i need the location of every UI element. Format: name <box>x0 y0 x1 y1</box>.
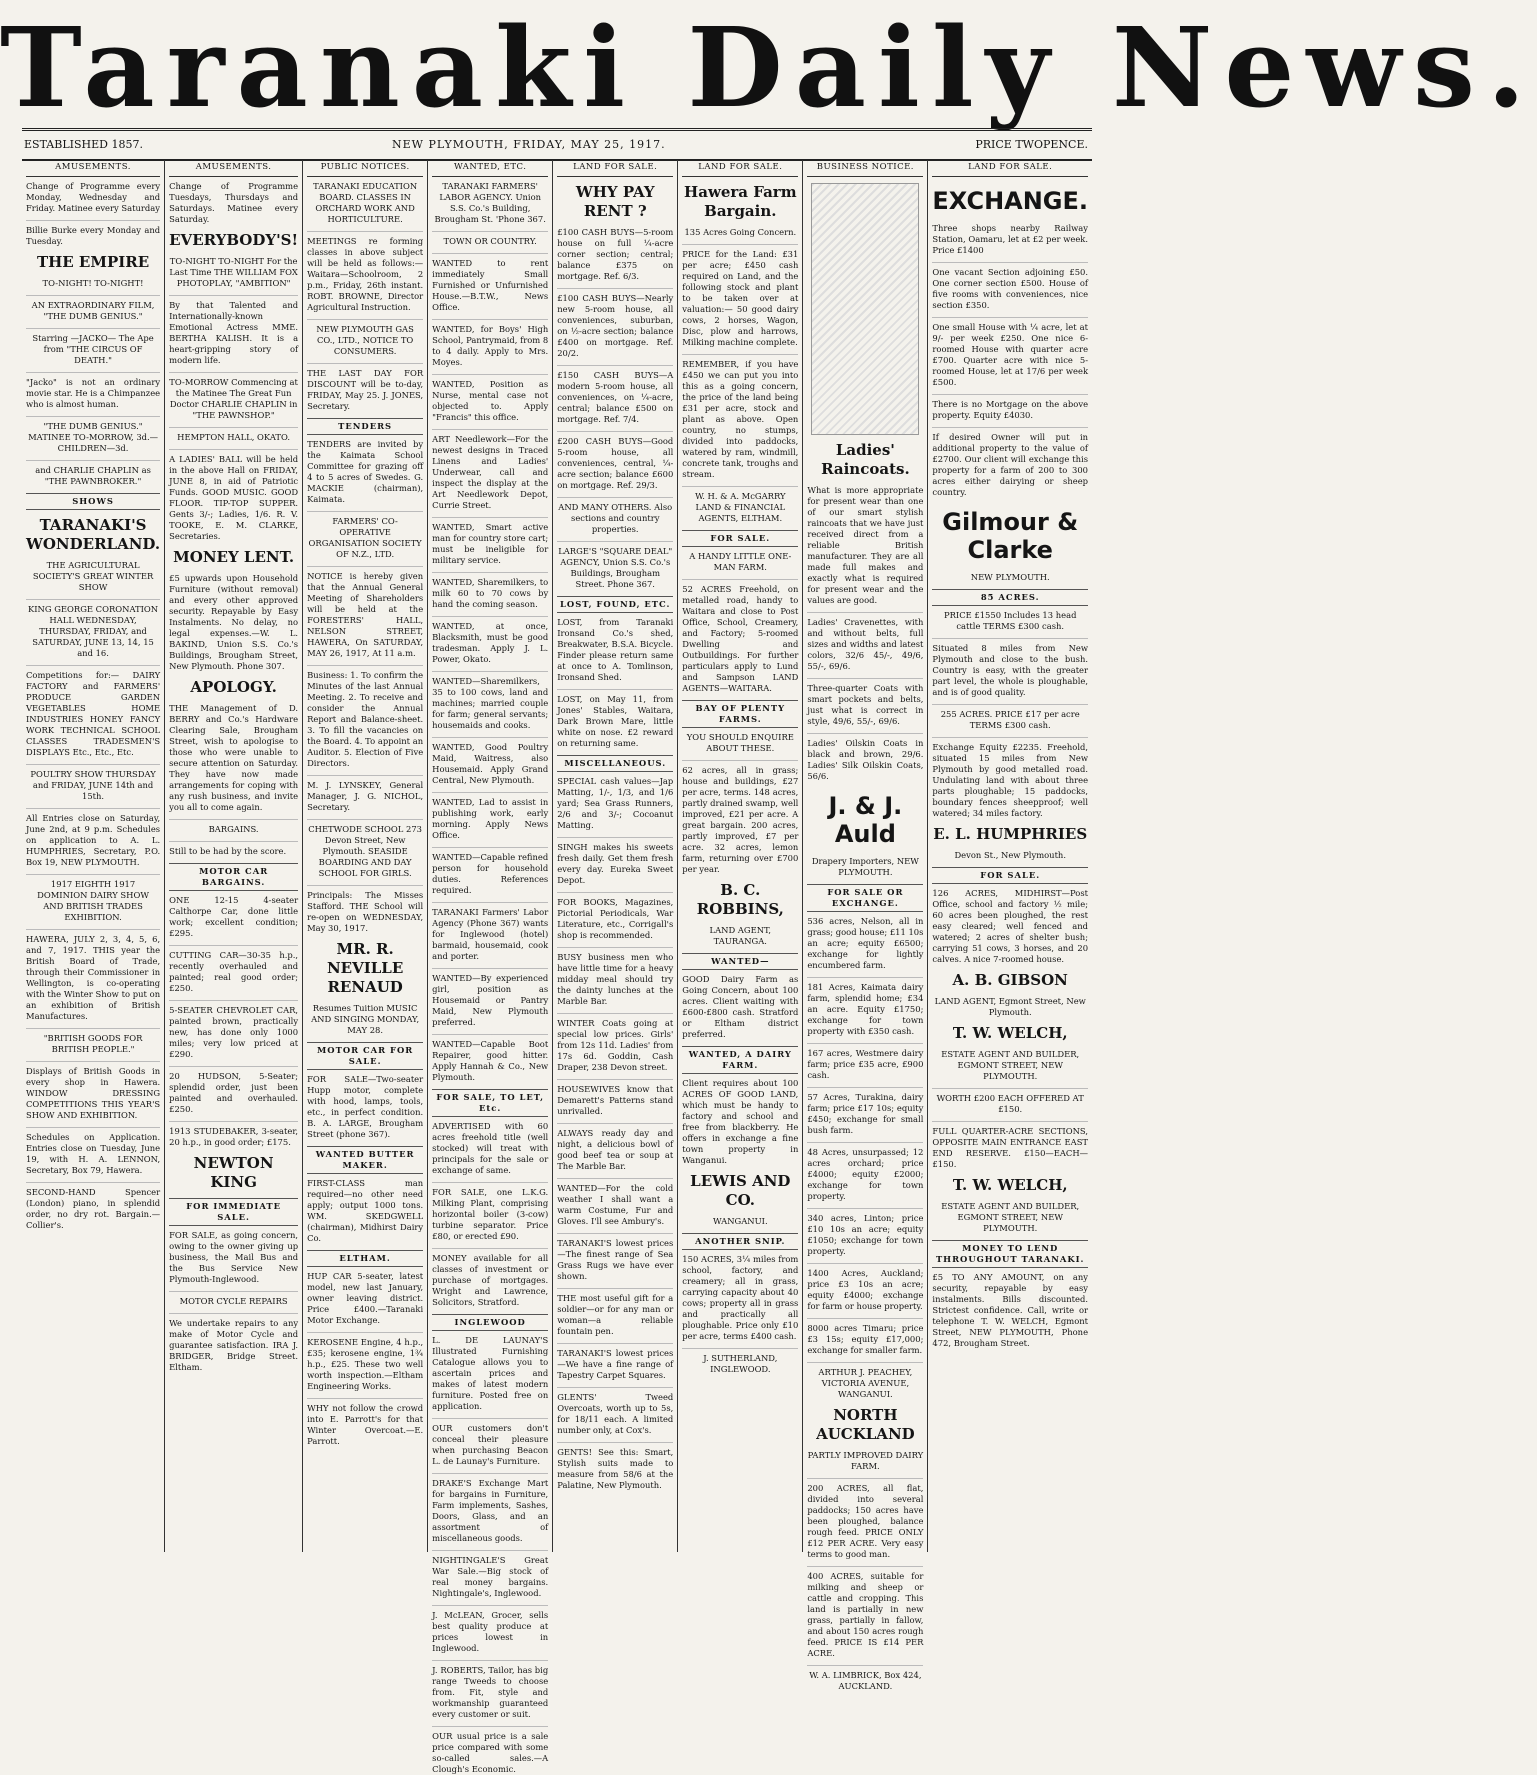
section-title: MISCELLANEOUS. <box>557 755 673 772</box>
advertisement-text: 20 HUDSON, 5-Seater; splendid order, just been painted and overhauled. £250. <box>169 1066 298 1115</box>
display-heading: Ladies' Raincoats. <box>821 441 910 478</box>
advertisement-text: WANTED, Good Poultry Maid, Waitress, also Housemaid. Apply Grand Central, New Plymouth. <box>432 737 548 786</box>
advertisement-text: PRICE for the Land: £31 per acre; £450 cash required on Land, and the following stock and plant to be taken over at valuation:— 50 good dairy cows, 2 horses, Wagon, Disc, plow and harrows, Milking machine complete. <box>682 244 798 348</box>
advertisement-heading: Devon St., New Plymouth. <box>954 850 1066 860</box>
advertisement-text: FOR SALE, as going concern, owing to the owner giving up business, the Mail Bus and the Bus Service New Plymouth-Inglewood. <box>169 1230 299 1284</box>
advertisement-text: J. ROBERTS, Tailor, has big range Tweeds to choose from. Fit, style and workmanship guaranteed every customer or suit. <box>432 1660 548 1720</box>
column-heading: LAND FOR SALE. <box>932 162 1088 177</box>
advertisement-text: J. McLEAN, Grocer, sells best quality produce at prices lowest in Inglewood. <box>432 1605 548 1654</box>
advertisement-text: HAWERA, JULY 2, 3, 4, 5, 6, and 7, 1917. THIS year the British Board of Trade, through their Commissioner in Wellington, is co-operating with the Winter Show to put on an exhibition of British Manufactures. <box>26 929 160 1022</box>
advertisement-text: 340 acres, Linton; price £10 10s an acre; equity £1050; exchange for town property. <box>807 1208 923 1257</box>
advertisement-text: REMEMBER, if you have £450 we can put you into this as a going concern, the price of the land being £31 per acre, stock and plant as above. Open country, no stumps, divided into paddocks, watered by ram, windmill, concrete tank, troughs and stream. <box>682 354 798 480</box>
column-heading: LAND FOR SALE. <box>682 162 798 177</box>
section-title: INGLEWOOD <box>432 1314 548 1331</box>
advertisement-text: ALWAYS ready day and night, a delicious bowl of good beef tea or soup at The Marble Bar. <box>557 1123 673 1172</box>
advertisement-heading: A HANDY LITTLE ONE-MAN FARM. <box>689 551 792 572</box>
advertisement-text: 167 acres, Westmere dairy farm; price £35 acre, £900 cash. <box>807 1043 923 1081</box>
advertisement-text: £100 CASH BUYS—Nearly new 5-room house, all conveniences, suburban, on ½-acre section; balance £400 on mortgage. Ref. 20/2. <box>557 288 673 359</box>
display-heading: MR. R. NEVILLE RENAUD <box>326 940 404 996</box>
advertisement-text: £200 CASH BUYS—Good 5-room house, all conveniences, central, ¼-acre section; balance £600 on mortgage. Ref. 29/3. <box>557 431 673 491</box>
advertisement-text: FULL QUARTER-ACRE SECTIONS, OPPOSITE MAIN ENTRANCE EAST END RESERVE. £150—EACH—£150. <box>932 1121 1088 1170</box>
advertisement-text: Three-quarter Coats with smart pockets and belts, just what is correct in style, 49/6, 55/-, 69/6. <box>807 678 923 727</box>
advertisement-text: WANTED, Smart active man for country store cart; must be ineligible for military service. <box>432 517 548 566</box>
advertisement-text: £100 CASH BUYS—5-room house on full ¼-acre corner section; central; balance £375 on mortgage. Ref. 6/3. <box>557 227 674 281</box>
advertisement-text: 8000 acres Timaru; price £3 15s; equity £17,000; exchange for smaller farm. <box>807 1318 923 1356</box>
display-banner: EXCHANGE. <box>932 187 1089 215</box>
advertisement-text: £5 TO ANY AMOUNT, on any security, repayable by easy instalments. Bills discounted. Strictest confidence. Call, write or telephone T. W. WELCH, Egmont Street, NEW PLYMOUTH, Phone 472, Brougham Street. <box>932 1272 1089 1348</box>
section-title: 85 ACRES. <box>932 589 1088 606</box>
advertisement-text: FOR SALE—Two-seater Hupp motor, complete with hood, lamps, tools, etc., in perfect condition. B. A. LARGE, Brougham Street (phone 367). <box>307 1074 424 1139</box>
advertisement-heading: CHETWODE SCHOOL 273 Devon Street, New Plymouth. SEASIDE BOARDING AND DAY SCHOOL FOR GIRLS. <box>307 819 423 879</box>
advertisement-text: GLENTS' Tweed Overcoats, worth up to 5s, for 18/11 each. A limited number only, at Cox's. <box>557 1387 673 1436</box>
advertisement-heading: J. SUTHERLAND, INGLEWOOD. <box>682 1348 798 1375</box>
advertisement-heading: ARTHUR J. PEACHEY, VICTORIA AVENUE, WANGANUI. <box>807 1362 923 1400</box>
advertisement-text: THE Management of D. BERRY and Co.'s Hardware Clearing Sale, Brougham Street, wish to apologise to those who were unable to secure attention on Saturday. They have now made arrangements for coping with any rush business, and invite you all to come again. <box>169 703 299 812</box>
display-heading: E. L. HUMPHRIES <box>933 825 1088 843</box>
advertisement-text: 200 ACRES, all flat, divided into several paddocks; 150 acres have been ploughed, balance rough feed. PRICE ONLY £12 PER ACRE. Very easy terms to good man. <box>807 1478 923 1560</box>
section-title: MOTOR CAR FOR SALE. <box>307 1042 423 1070</box>
advertisement-text: Billie Burke every Monday and Tuesday. <box>26 220 160 247</box>
advertisement-heading: TARANAKI EDUCATION BOARD. CLASSES IN ORCHARD WORK AND HORTICULTURE. <box>313 181 418 224</box>
advertisement-text: WHY not follow the crowd into E. Parrott's for that Winter Overcoat.—E. Parrott. <box>307 1398 423 1447</box>
advertisement-text: THE LAST DAY FOR DISCOUNT will be to-day, FRIDAY, May 25. J. JONES, Secretary. <box>307 363 423 412</box>
advertisement-text: There is no Mortgage on the above property. Equity £4030. <box>932 394 1088 421</box>
advertisement-heading: W. A. LIMBRICK, Box 424, AUCKLAND. <box>807 1665 923 1692</box>
advertisement-text: HUP CAR 5-seater, latest model, new last January, owner leaving district. Price £400.—Taranaki Motor Exchange. <box>307 1271 424 1325</box>
section-title: ANOTHER SNIP. <box>682 1233 798 1250</box>
advertisement-text: ADVERTISED with 60 acres freehold title (well stocked) will treat with principals for the sale or exchange of same. <box>432 1121 549 1175</box>
advertisement-text: Principals: The Misses Stafford. THE School will re-open on WEDNESDAY, May 30, 1917. <box>307 885 423 934</box>
section-title: FOR SALE. <box>932 867 1088 884</box>
established-line: ESTABLISHED 1857. <box>24 138 143 151</box>
advertisement-text: NIGHTINGALE'S Great War Sale.—Big stock of real money bargains. Nightingale's, Inglewood. <box>432 1550 548 1599</box>
advertisement-text: 1400 Acres, Auckland; price £3 10s an acre; equity £4000; exchange for farm or house property. <box>807 1263 923 1312</box>
advertisement-text: 57 Acres, Turakina, dairy farm; price £17 10s; equity £450; exchange for small bush farm. <box>807 1087 923 1136</box>
section-title: SHOWS <box>26 493 160 510</box>
advertisement-heading: THE AGRICULTURAL SOCIETY'S GREAT WINTER SHOW <box>32 560 154 592</box>
column-heading: WANTED, ETC. <box>432 162 548 177</box>
advertisement-text: WINTER Coats going at special low prices. Girls' from 12s 11d. Ladies' from 17s 6d. Goddin, Cash Draper, 238 Devon street. <box>557 1013 673 1073</box>
column-heading: PUBLIC NOTICES. <box>307 162 423 177</box>
advertisement-heading: LAND AGENT, TAURANGA. <box>709 925 772 946</box>
advertisement-heading: TOWN OR COUNTRY. <box>432 231 548 247</box>
advertisement-text: Schedules on Application. Entries close on Tuesday, June 19, with H. A. LENNON, Secretary, Box 79, Hawera. <box>26 1127 160 1176</box>
advertisement-text: NOTICE is hereby given that the Annual General Meeting of Shareholders will be held at the FORESTERS' HALL, NELSON STREET, HAWERA, On SATURDAY, MAY 26, 1917, At 11 a.m. <box>307 566 423 659</box>
advertisement-text: One small House with ¼ acre, let at 9/- per week £250. One nice 6-roomed House with quarter acre £700. Quarter acre with nice 5-roomed House, let at 17/6 per week £500. <box>932 317 1088 388</box>
column <box>22 160 165 1552</box>
advertisement-heading: MOTOR CYCLE REPAIRS <box>169 1291 298 1307</box>
advertisement-heading: AN EXTRAORDINARY FILM, "THE DUMB GENIUS." <box>26 295 160 322</box>
column-heading: AMUSEMENTS. <box>26 162 160 177</box>
column <box>803 160 928 1691</box>
advertisement-text: WANTED—For the cold weather I shall want a warm Costume, Fur and Gloves. I'll see Ambury's. <box>557 1178 673 1227</box>
advertisement-text: SECOND-HAND Spencer (London) piano, in splendid order, no dry rot. Bargain.—Collier's. <box>26 1182 160 1231</box>
column-heading: BUSINESS NOTICE. <box>807 162 923 177</box>
advertisement-heading: TARANAKI FARMERS' LABOR AGENCY. Union S.S. Co.'s Building, Brougham St. 'Phone 367. <box>434 181 546 224</box>
advertisement-text: TENDERS are invited by the Kaimata School Committee for grazing off 4 to 5 acres of Swedes. G. MACKIE (chairman), Kaimata. <box>307 439 424 504</box>
advertisement-text: FIRST-CLASS man required—no other need apply; output 1000 tons. WM. SKEDGWELL (chairman), Midhirst Dairy Co. <box>307 1178 424 1243</box>
advertisement-heading: and CHARLIE CHAPLIN as "THE PAWNBROKER." <box>26 460 160 487</box>
section-title: ELTHAM. <box>307 1250 423 1267</box>
section-title: FOR IMMEDIATE SALE. <box>169 1198 298 1226</box>
advertisement-text: 48 Acres, unsurpassed; 12 acres orchard; price £4000; equity £2000; exchange for town property. <box>807 1142 923 1202</box>
advertisement-text: GOOD Dairy Farm as Going Concern, about 100 acres. Client waiting with £600-£800 cash. Stratford or Eltham district preferred. <box>682 974 799 1039</box>
advertisement-text: SINGH makes his sweets fresh daily. Get them fresh every day. Eureka Sweet Depot. <box>557 837 673 886</box>
advertisement-heading: TO-NIGHT! TO-NIGHT! <box>42 278 144 288</box>
display-heading: T. W. WELCH, <box>952 1176 1068 1194</box>
advertisement-text: WANTED—Capable Boot Repairer, good hitter. Apply Hannah & Co., New Plymouth. <box>432 1034 548 1083</box>
advertisement-text: THE most useful gift for a soldier—or for any man or woman—a reliable fountain pen. <box>557 1288 673 1337</box>
advertisement-text: 126 ACRES, MIDHIRST—Post Office, school and factory ½ mile; 60 acres been ploughed, the rest easy cleared; well fenced and watered; 2 acres of shelter bush; carrying 51 cows, 3 horses, and 20 calves. A nice 7-roomed house. <box>932 888 1089 964</box>
advertisement-text: Change of Programme Tuesdays, Thursdays and Saturdays. Matinee every Saturday. <box>169 181 299 224</box>
advertisement-heading: BARGAINS. <box>169 819 298 835</box>
section-title: FOR SALE OR EXCHANGE. <box>807 884 923 912</box>
advertisement-text: 62 acres, all in grass; house and buildings, £27 per acre, terms. 148 acres, partly drained swamp, well improved, £21 per acre. A great bargain. 200 acres, partly improved, £7 per acre. 32 acres, lemon farm, returning over £700 per year. <box>682 760 798 875</box>
advertisement-text: WANTED, for Boys' High School, Pantrymaid, from 8 to 4 daily. Apply to Mrs. Moyes. <box>432 319 548 368</box>
display-heading: WHY PAY RENT ? <box>575 183 655 220</box>
advertisement-text: Still to be had by the score. <box>169 841 298 857</box>
display-heading: LEWIS AND CO. <box>690 1172 791 1209</box>
advertisement-text: WANTED—Capable refined person for household duties. References required. <box>432 847 548 896</box>
section-title: WANTED— <box>682 953 798 970</box>
advertisement-text: MONEY available for all classes of investment or purchase of mortgages. Wright and Lawrence, Solicitors, Stratford. <box>432 1248 548 1308</box>
advertisement-text: SPECIAL cash values—Jap Matting, 1/-, 1/3, and 1/6 yard; Sea Grass Runners, 2/6 and 3/-; Cocoanut Matting. <box>557 776 674 830</box>
advertisement-text: 52 ACRES Freehold, on metalled road, handy to Waitara and close to Post Office, School, Creamery, and Factory; 5-roomed Dwelling and Outbuildings. For further particulars apply to Lund and Sampson LAND AGENTS—WAITARA. <box>682 579 798 694</box>
advertisement-heading: ESTATE AGENT AND BUILDER, EGMONT STREET, NEW PLYMOUTH. <box>941 1049 1080 1081</box>
advertisement-heading: PRICE £1550 Includes 13 head cattle TERMS £300 cash. <box>943 610 1077 631</box>
advertisement-text: Client requires about 100 ACRES OF GOOD LAND, which must be handy to factory and school and free from blackberry. He offers in exchange a fine town property in Wanganui. <box>682 1078 799 1165</box>
advertisement-text: WANTED to rent immediately Small Furnished or Unfurnished House.—B.T.W., News Office. <box>432 253 548 313</box>
advertisement-text: TARANAKI'S lowest prices—The finest range of Sea Grass Rugs we have ever shown. <box>557 1233 673 1282</box>
section-title: MOTOR CAR BARGAINS. <box>169 863 298 891</box>
advertisement-text: BUSY business men who have little time for a heavy midday meal should try the dainty lunches at the Marble Bar. <box>557 947 673 1007</box>
advertisement-text: Ladies' Oilskin Coats in black and brown, 29/6. Ladies' Silk Oilskin Coats, 56/6. <box>807 733 923 782</box>
display-heading: TARANAKI'S WONDERLAND. <box>26 516 161 553</box>
advertisement-text: OUR customers don't conceal their pleasure when purchasing Beacon L. de Launay's Furniture. <box>432 1418 548 1467</box>
advertisement-heading: AND MANY OTHERS. Also sections and country properties. <box>557 497 673 535</box>
advertisement-text: 536 acres, Nelson, all in grass; good house; £11 10s an acre; equity £6500; exchange for lightly encumbered farm. <box>807 916 924 970</box>
advertisement-text: All Entries close on Saturday, June 2nd, at 9 p.m. Schedules on application to A. L. HUMPHRIES, Secretary, P.O. Box 19, NEW PLYMOUTH. <box>26 808 160 868</box>
advertisement-text: Change of Programme every Monday, Wednesday and Friday. Matinee every Saturday <box>26 181 161 213</box>
advertisement-text: Business: 1. To confirm the Minutes of the last Annual Meeting. 2. To receive and consider the Annual Report and Balance-sheet. 3. To fill the vacancies on the Board. 4. To appoint an Auditor. 5. Election of Five Directors. <box>307 665 423 769</box>
advertisement-text: £5 upwards upon Household Furniture (without removal) and every other approved security. Repayable by Easy Instalments. No delay, no legal expenses.—W. L. BAKIND, Union S.S. Co.'s Buildings, Brougham Street, New Plymouth. Phone 307. <box>169 573 299 671</box>
advertisement-heading: WANGANUI. <box>712 1216 768 1226</box>
advertisement-heading: "THE DUMB GENIUS." MATINEE TO-MORROW, 3d.—CHILDREN—3d. <box>26 416 160 454</box>
advertisement-text: We undertake repairs to any make of Motor Cycle and guarantee satisfaction. IRA J. BRIDGER, Bridge Street. Eltham. <box>169 1313 298 1373</box>
advertisement-text: Ladies' Cravenettes, with and without belts, full sizes and widths and latest colors, 32/6 45/-, 49/6, 55/-, 69/6. <box>807 612 923 672</box>
advertisement-text: TARANAKI Farmers' Labor Agency (Phone 367) wants for Inglewood (hotel) barmaid, housemaid, cook and porter. <box>432 902 548 962</box>
advertisement-text: What is more appropriate for present wear than one of our smart stylish raincoats that we have just received direct from a reliable British manufacturer. They are all made full makes and exactly what is required for present wear and the values are good. <box>807 485 924 605</box>
section-title: LOST, FOUND, ETC. <box>557 596 673 613</box>
display-heading: B. C. ROBBINS, <box>696 881 784 918</box>
advertisement-heading: YOU SHOULD ENQUIRE ABOUT THESE. <box>686 732 794 753</box>
column <box>428 160 553 1774</box>
advertisement-heading: LAND AGENT, Egmont Street, New Plymouth. <box>934 996 1086 1017</box>
advertisement-text: TARANAKI'S lowest prices—We have a fine range of Tapestry Carpet Squares. <box>557 1343 673 1381</box>
advertisement-text: Competitions for:— DAIRY FACTORY and FARMERS' PRODUCE GARDEN VEGETABLES HOME INDUSTRIES HONEY FANCY WORK TECHNICAL SCHOOL CLASSES TRADESMEN'S DISPLAYS Etc., Etc., Etc. <box>26 665 160 758</box>
advertisement-heading: 135 Acres Going Concern. <box>684 227 797 237</box>
advertisement-text: WANTED—By experienced girl, position as Housemaid or Pantry Maid, New Plymouth preferred. <box>432 968 548 1028</box>
advertisement-text: MEETINGS re forming classes in above subject will be held as follows:—Waitara—Schoolroom, 2 p.m., Friday, 26th instant. ROBT. BROWNE, Director Agricultural Instruction. <box>307 231 423 313</box>
advertisement-text: If desired Owner will put in additional property to the value of £2700. Our client will exchange this property for a farm of 200 to 300 acres either dairying or sheep country. <box>932 427 1088 498</box>
advertisement-heading: "BRITISH GOODS FOR BRITISH PEOPLE." <box>26 1028 160 1055</box>
display-heading: THE EMPIRE <box>36 253 150 271</box>
column <box>553 160 678 1552</box>
advertisement-text: WANTED, Lad to assist in publishing work, early morning. Apply News Office. <box>432 792 548 841</box>
display-heading: T. W. WELCH, <box>952 1024 1068 1042</box>
advertisement-text: LOST, on May 11, from Jones' Stables, Waitara, Dark Brown Mare, little white on nose. £2 reward on returning same. <box>557 689 673 749</box>
info-bar <box>22 128 1092 161</box>
column <box>678 160 803 1552</box>
display-banner: J. & J. Auld <box>828 792 903 848</box>
advertisement-heading: 255 ACRES. PRICE £17 per acre TERMS £300 cash. <box>932 704 1088 731</box>
advertisement-text: ART Needlework—For the newest designs in Traced Linens and Ladies' Underwear, call and inspect the display at the Art Needlework Depot, Currie Street. <box>432 429 548 511</box>
advertisement-heading: ESTATE AGENT AND BUILDER, EGMONT STREET, NEW PLYMOUTH. <box>941 1201 1080 1233</box>
advertisement-text: 181 Acres, Kaimata dairy farm, splendid home; £34 an acre. Equity £1750; exchange for town property with £350 cash. <box>807 977 923 1037</box>
display-heading: A. B. GIBSON <box>952 971 1068 989</box>
advertisement-text: L. DE LAUNAY'S Illustrated Furnishing Catalogue allows you to ascertain prices and makes of latest modern furniture. Posted free on application. <box>432 1335 549 1411</box>
advertisement-heading: KING GEORGE CORONATION HALL WEDNESDAY, THURSDAY, FRIDAY, and SATURDAY, JUNE 13, 14, 15 and 16. <box>26 599 160 659</box>
advertisement-text: DRAKE'S Exchange Mart for bargains in Furniture, Farm implements, Sashes, Doors, Glass, and an assortment of miscellaneous goods. <box>432 1473 548 1544</box>
advertisement-heading: W. H. & A. McGARRY LAND & FINANCIAL AGENTS, ELTHAM. <box>682 486 798 524</box>
advertisement-text: HOUSEWIVES know that Demarett's Patterns stand unrivalled. <box>557 1079 673 1117</box>
advertisement-text: 1913 STUDEBAKER, 3-seater, 20 h.p., in good order; £175. <box>169 1121 298 1148</box>
advertisement-text: M. J. LYNSKEY, General Manager, J. G. NICHOL, Secretary. <box>307 775 423 813</box>
advertisement-text: A LADIES' BALL will be held in the above Hall on FRIDAY, JUNE 8, in aid of Patriotic Funds. GOOD MUSIC. GOOD FLOOR. TIP-TOP SUPPER. Gents 3/-; Ladies, 1/6. R. V. TOOKE, E. M. CLARKE, Secretaries. <box>169 449 298 542</box>
advertisement-text: WANTED, at once, Blacksmith, must be good tradesman. Apply J. L. Power, Okato. <box>432 616 548 665</box>
dateline: NEW PLYMOUTH, FRIDAY, MAY 25, 1917. <box>392 138 666 151</box>
advertisement-heading: Resumes Tuition MUSIC AND SINGING MONDAY, MAY 28. <box>311 1003 420 1035</box>
display-heading: MONEY LENT. <box>173 548 295 566</box>
advertisement-heading: WORTH £200 EACH OFFERED AT £150. <box>932 1088 1088 1115</box>
advertisement-heading: 1917 EIGHTH 1917 DOMINION DAIRY SHOW AND BRITISH TRADES EXHIBITION. <box>26 874 160 923</box>
advertisement-text: 5-SEATER CHEVROLET CAR, painted brown, practically new, has done only 1000 miles; very low priced at £290. <box>169 1000 298 1060</box>
display-heading: APOLOGY. <box>190 678 277 696</box>
price-line: PRICE TWOPENCE. <box>975 138 1088 151</box>
advertisement-heading: FARMERS' CO-OPERATIVE ORGANISATION SOCIETY OF N.Z., LTD. <box>307 511 423 560</box>
advertisement-text: KEROSENE Engine, 4 h.p., £35; kerosene engine, 1¾ h.p., £25. These two well worth inspection.—Eltham Engineering Works. <box>307 1332 423 1392</box>
advertisement-text: 400 ACRES, suitable for milking and sheep or cattle and cropping. This land is partially in new grass, partially in fallow, and about 150 acres rough feed. PRICE IS £14 PER ACRE. <box>807 1566 923 1659</box>
columns-area <box>22 160 1092 1774</box>
advertisement-heading: HEMPTON HALL, OKATO. <box>169 427 298 443</box>
section-title: WANTED, A DAIRY FARM. <box>682 1046 798 1074</box>
column <box>303 160 428 1552</box>
advertisement-text: WANTED, Position as Nurse, mental case not objected to. Apply "Francis" this office. <box>432 374 548 423</box>
advertisement-heading: Drapery Importers, NEW PLYMOUTH. <box>811 856 919 877</box>
column <box>165 160 303 1552</box>
advertisement-heading: TO-NIGHT TO-NIGHT For the Last Time THE WILLIAM FOX PHOTOPLAY, "AMBITION" <box>169 256 298 288</box>
advertisement-heading: PARTLY IMPROVED DAIRY FARM. <box>807 1450 924 1471</box>
section-title: WANTED BUTTER MAKER. <box>307 1146 423 1174</box>
display-heading: Hawera Farm Bargain. <box>684 183 797 220</box>
column-heading: LAND FOR SALE. <box>557 162 673 177</box>
advertisement-heading: NEW PLYMOUTH GAS CO., LTD., NOTICE TO CONSUMERS. <box>307 319 423 357</box>
advertisement-text: OUR usual price is a sale price compared with some so-called sales.—A Clough's Economic. <box>432 1726 548 1775</box>
section-title: MONEY TO LEND THROUGHOUT TARANAKI. <box>932 1240 1088 1268</box>
advertisement-heading: Starring —JACKO— The Ape from "THE CIRCUS OF DEATH." <box>26 328 160 366</box>
column-heading: AMUSEMENTS. <box>169 162 298 177</box>
advertisement-text: Three shops nearby Railway Station, Oamaru, let at £2 per week. Price £1400 <box>932 223 1089 255</box>
column <box>928 160 1092 1552</box>
display-heading: EVERYBODY'S! <box>169 231 299 249</box>
advertisement-heading: TO-MORROW Commencing at the Matinee The Great Fun Doctor CHARLIE CHAPLIN in "THE PAWNSHOP." <box>169 372 298 421</box>
advertisement-text: "Jacko" is not an ordinary movie star. He is a Chimpanzee who is almost human. <box>26 372 160 410</box>
section-title: TENDERS <box>307 418 423 435</box>
advertisement-text: GENTS! See this: Smart, Stylish suits made to measure from 58/6 at the Palatine, New Plymouth. <box>557 1442 673 1491</box>
advertisement-text: By that Talented and Internationally-known Emotional Actress MME. BERTHA KALISH. It is a heart-gripping story of modern life. <box>169 295 298 366</box>
section-title: FOR SALE, TO LET, Etc. <box>432 1089 548 1117</box>
display-heading: NEWTON KING <box>193 1154 274 1191</box>
advertisement-text: FOR SALE, one L.K.G. Milking Plant, comprising horizontal boiler (3-cow) turbine separator. Price £80, or erected £90. <box>432 1182 548 1242</box>
advertisement-text: LOST, from Taranaki Ironsand Co.'s shed, Breakwater, B.S.A. Bicycle. Finder please return same at once to A. Tomlinson, Ironsand Shed. <box>557 617 674 682</box>
advertisement-text: FOR BOOKS, Magazines, Pictorial Periodicals, War Literature, etc., Corrigall's shop is recommended. <box>557 892 673 941</box>
display-heading: NORTH AUCKLAND <box>816 1406 915 1443</box>
section-title: FOR SALE. <box>682 530 798 547</box>
raincoat-illustration <box>811 183 919 435</box>
newspaper-title: Taranaki Daily News. <box>0 3 1537 132</box>
advertisement-text: Displays of British Goods in every shop in Hawera. WINDOW DRESSING COMPETITIONS THIS YEAR'S SHOW AND EXHIBITION. <box>26 1061 160 1121</box>
advertisement-heading: NEW PLYMOUTH. <box>970 572 1050 582</box>
advertisement-text: CUTTING CAR—30-35 h.p., recently overhauled and painted; real good order; £250. <box>169 945 298 994</box>
advertisement-text: One vacant Section adjoining £50. One corner section £500. House of five rooms with conveniences, nice section £350. <box>932 262 1088 311</box>
advertisement-heading: POULTRY SHOW THURSDAY and FRIDAY, JUNE 14th and 15th. <box>26 764 160 802</box>
advertisement-text: WANTED, Sharemilkers, to milk 60 to 70 cows by hand the coming season. <box>432 572 548 610</box>
section-title: BAY OF PLENTY FARMS. <box>682 700 798 728</box>
advertisement-heading: LARGE'S "SQUARE DEAL" AGENCY, Union S.S. Co.'s Buildings, Brougham Street. Phone 367. <box>557 541 673 590</box>
masthead <box>0 0 1537 140</box>
advertisement-text: £150 CASH BUYS—A modern 5-room house, all conveniences, on ¼-acre, central; balance £500 on mortgage. Ref. 7/4. <box>557 365 673 425</box>
advertisement-text: Exchange Equity £2235. Freehold, situated 15 miles from New Plymouth by good metalled road. Undulating land with about three parts ploughable; 15 paddocks, boundary fences sheepproof; well watered; 34 miles factory. <box>932 737 1088 819</box>
advertisement-text: ONE 12-15 4-seater Calthorpe Car, done little work; excellent condition; £295. <box>169 895 299 938</box>
display-banner: Gilmour & Clarke <box>942 508 1079 564</box>
advertisement-text: WANTED—Sharemilkers, 35 to 100 cows, land and machines; married couple for farm; general servants; housemaids and cooks. <box>432 671 548 731</box>
advertisement-text: Situated 8 miles from New Plymouth and close to the bush. Country is easy, with the greater part level, the whole is ploughable, and is of good quality. <box>932 638 1088 698</box>
advertisement-text: 150 ACRES, 3¼ miles from school, factory, and creamery; all in grass, carrying capacity about 40 cows; property all in grass and practically all ploughable. Price only £10 per acre, terms £400 cash. <box>682 1254 799 1341</box>
